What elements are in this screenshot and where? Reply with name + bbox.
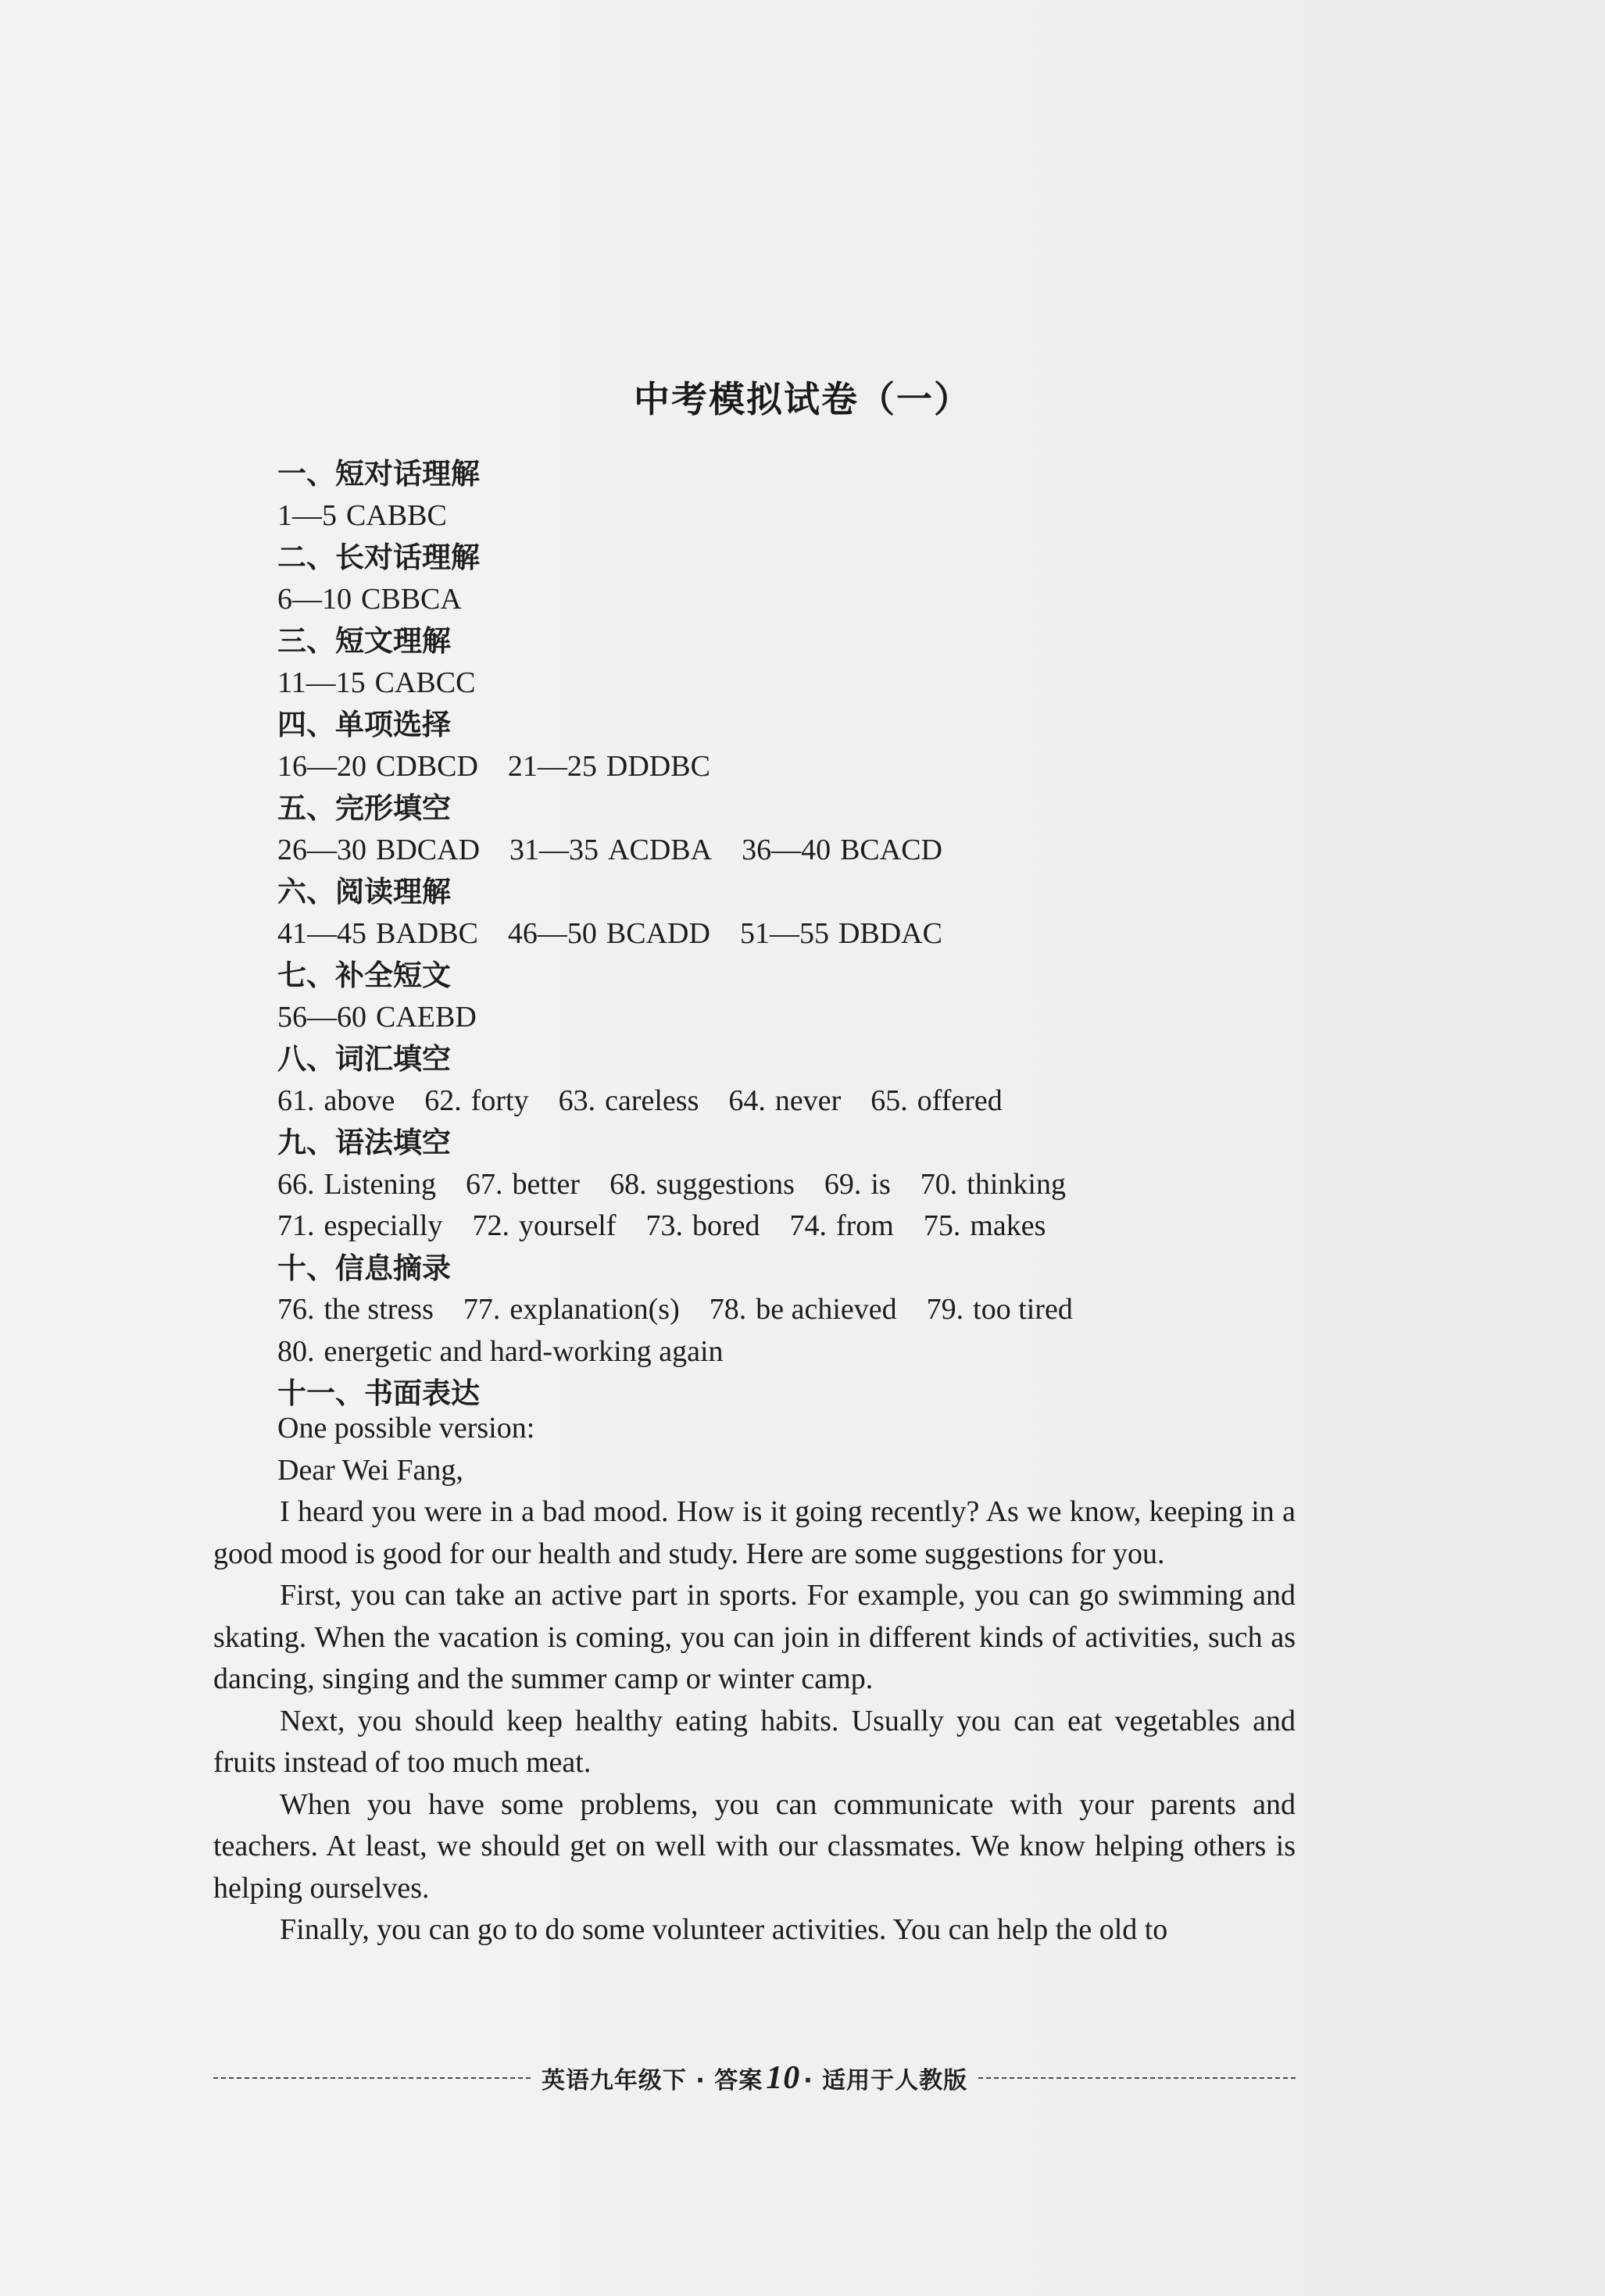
answer-text: forty — [470, 1084, 529, 1117]
answer-group — [277, 913, 478, 955]
question-number: 74. — [789, 1209, 827, 1242]
answer-line — [277, 495, 1293, 537]
answer-text: energetic and hard-working again — [324, 1334, 724, 1368]
answer-group — [559, 1080, 699, 1123]
answer-group — [609, 1164, 795, 1206]
answer-group — [728, 1080, 841, 1123]
answer-text: CBBCA — [361, 582, 462, 616]
answer-text: is — [870, 1167, 891, 1201]
section-heading: 三、短文理解 — [277, 624, 451, 658]
page-title: 中考模拟试卷（一） — [634, 378, 971, 420]
question-number: 76. — [277, 1293, 315, 1326]
footer-text — [531, 2059, 978, 2097]
question-number: 61. — [277, 1084, 315, 1117]
answer-text: careless — [605, 1084, 699, 1117]
footer-suffix: · 适用于人教版 — [803, 2067, 968, 2094]
question-number: 51—55 — [739, 916, 829, 950]
answer-text: yourself — [518, 1209, 617, 1242]
answer-text: above — [324, 1084, 395, 1117]
question-number: 26—30 — [277, 833, 366, 866]
question-number: 75. — [923, 1209, 961, 1242]
answer-line — [277, 830, 1293, 872]
answer-text: CABCC — [374, 666, 476, 699]
section-heading: 四、单项选择 — [277, 708, 451, 741]
answer-line — [277, 579, 1293, 621]
question-number: 66. — [277, 1167, 315, 1201]
answer-group — [710, 1289, 897, 1331]
answer-line — [277, 1289, 1293, 1331]
answer-text: be achieved — [756, 1293, 897, 1326]
answer-text: the stress — [324, 1293, 434, 1326]
answer-group — [277, 579, 462, 621]
answer-group — [277, 830, 480, 872]
answer-group — [277, 1331, 724, 1373]
answer-group — [463, 1289, 680, 1331]
question-number: 68. — [609, 1167, 647, 1201]
answer-group — [645, 1205, 760, 1248]
answer-line — [277, 1164, 1293, 1206]
answer-text: CABBC — [346, 498, 447, 532]
question-number: 72. — [472, 1209, 509, 1242]
answer-group — [740, 913, 942, 955]
answer-text: DBDAC — [838, 916, 942, 950]
section-heading: 十一、书面表达 — [277, 1377, 480, 1410]
question-number: 62. — [424, 1084, 462, 1117]
question-number: 65. — [870, 1084, 908, 1117]
answer-group — [277, 1205, 442, 1248]
writing-sample — [213, 1408, 1296, 1951]
essay-paragraph: When you have some problems, you can communicate with your parents and teachers. At least, we should get on well with our classmates. We know helping others is helping ourselves. — [213, 1787, 1296, 1905]
answer-group — [424, 1080, 528, 1123]
answer-group — [277, 662, 475, 705]
answer-group — [742, 830, 942, 872]
section-heading: 九、语法填空 — [277, 1126, 451, 1159]
question-number: 6—10 — [277, 582, 352, 616]
answer-line — [277, 997, 1293, 1039]
answer-line — [277, 1331, 1293, 1373]
answer-text: BDCAD — [376, 833, 481, 866]
answer-group — [466, 1164, 580, 1206]
footer-page-number: 10 — [766, 2060, 801, 2096]
answer-text: BCADD — [606, 916, 710, 950]
answer-group — [277, 1164, 436, 1206]
question-number: 36—40 — [742, 833, 831, 866]
question-number: 78. — [709, 1293, 747, 1326]
footer-divider-left — [213, 2077, 531, 2079]
answer-text: bored — [692, 1209, 760, 1242]
answer-group — [824, 1164, 891, 1206]
question-number: 63. — [558, 1084, 596, 1117]
section-heading: 六、阅读理解 — [277, 875, 451, 909]
section-heading: 七、补全短文 — [277, 959, 451, 992]
answer-group — [277, 1080, 395, 1123]
question-number: 1—5 — [277, 498, 337, 532]
section-heading: 二、长对话理解 — [277, 541, 480, 574]
question-number: 77. — [463, 1293, 501, 1326]
essay-paragraph: Finally, you can go to do some volunteer activities. You can help the old to — [280, 1913, 1168, 1946]
essay-paragraph: First, you can take an active part in sports. For example, you can go swimming and skating. When the vacation is coming, you can join in different kinds of activities, such as dancing, singing and the summer camp or winter camp. — [213, 1579, 1296, 1695]
answer-group — [509, 830, 712, 872]
question-number: 70. — [920, 1167, 958, 1201]
answer-text: from — [836, 1209, 894, 1242]
answer-text: better — [512, 1167, 581, 1201]
answer-group — [277, 997, 477, 1039]
question-number: 31—35 — [509, 833, 599, 866]
section-heading: 五、完形填空 — [277, 791, 451, 825]
question-number: 46—50 — [507, 916, 597, 950]
essay-salutation: Dear Wei Fang, — [277, 1453, 463, 1487]
answer-line — [277, 913, 1293, 955]
answer-group — [508, 913, 710, 955]
answer-line — [277, 746, 1293, 788]
question-number: 79. — [926, 1293, 964, 1326]
answer-group — [790, 1205, 894, 1248]
question-number: 56—60 — [277, 1000, 366, 1034]
answer-group — [920, 1164, 1066, 1206]
section-heading: 八、词汇填空 — [277, 1042, 451, 1076]
answer-text: too tired — [973, 1293, 1073, 1326]
answer-group — [927, 1289, 1073, 1331]
answer-text: CDBCD — [376, 749, 478, 783]
answer-key — [277, 453, 1293, 1415]
section-heading: 十、信息摘录 — [277, 1251, 451, 1285]
answer-group — [508, 746, 710, 788]
section-heading: 一、短对话理解 — [277, 457, 480, 491]
question-number: 64. — [728, 1084, 766, 1117]
answer-line — [277, 662, 1293, 705]
answer-text: CAEBD — [376, 1000, 477, 1034]
answer-text: especially — [324, 1209, 443, 1242]
answer-text: explanation(s) — [509, 1293, 680, 1326]
answer-group — [277, 746, 478, 788]
answer-line — [277, 1080, 1293, 1123]
answer-text: never — [774, 1084, 842, 1117]
page-footer — [213, 2062, 1296, 2094]
answer-line — [277, 1205, 1293, 1248]
answer-group — [472, 1205, 616, 1248]
question-number: 16—20 — [277, 749, 366, 783]
essay-intro: One possible version: — [277, 1412, 535, 1444]
answer-group — [924, 1205, 1046, 1248]
answer-text: ACDBA — [608, 833, 713, 866]
answer-group — [870, 1080, 1003, 1123]
answer-text: BCACD — [840, 833, 942, 866]
essay-paragraph: Next, you should keep healthy eating habits. Usually you can eat vegetables and fruits instead of too much meat. — [213, 1704, 1296, 1779]
question-number: 73. — [645, 1209, 683, 1242]
question-number: 11—15 — [277, 666, 366, 699]
answer-text: makes — [970, 1209, 1046, 1242]
answer-text: thinking — [967, 1167, 1066, 1201]
question-number: 67. — [466, 1167, 503, 1201]
question-number: 80. — [277, 1334, 315, 1368]
question-number: 69. — [824, 1167, 862, 1201]
question-number: 41—45 — [277, 916, 366, 950]
answer-group — [277, 1289, 434, 1331]
answer-text: Listening — [324, 1167, 437, 1201]
question-number: 21—25 — [507, 749, 597, 783]
footer-divider-right — [978, 2077, 1296, 2079]
footer-prefix: 英语九年级下 · 答案 — [541, 2067, 763, 2094]
answer-group — [277, 495, 447, 537]
essay-paragraph: I heard you were in a bad mood. How is it going recently? As we know, keeping in a good mood is good for our health and study. Here are some suggestions for you. — [213, 1495, 1296, 1570]
answer-text: DDDBC — [606, 749, 710, 783]
answer-text: offered — [917, 1084, 1003, 1117]
answer-text: suggestions — [656, 1167, 795, 1201]
question-number: 71. — [277, 1209, 315, 1242]
answer-text: BADBC — [376, 916, 478, 950]
